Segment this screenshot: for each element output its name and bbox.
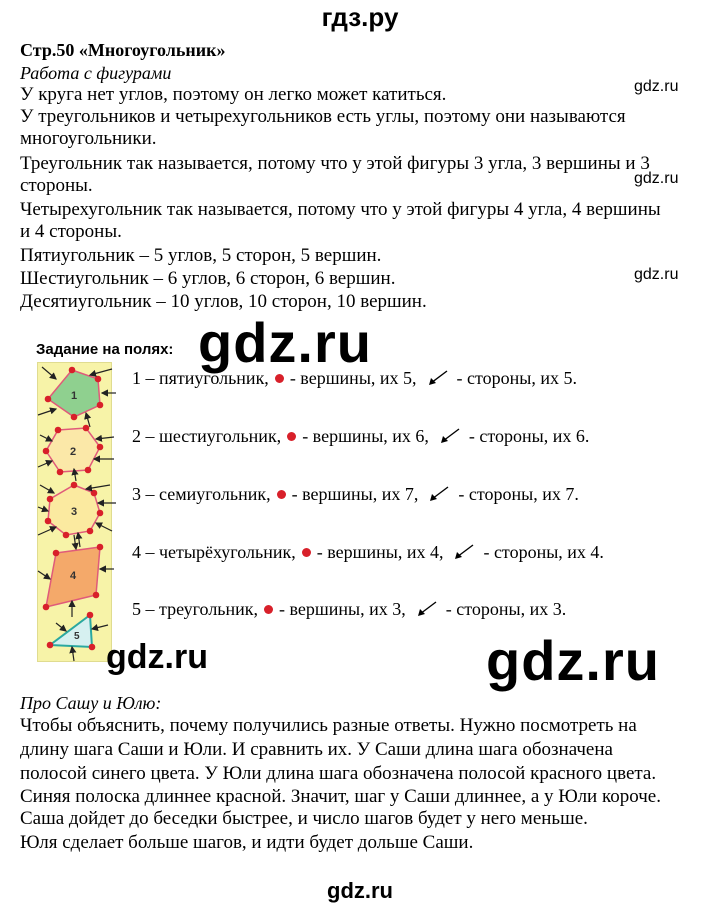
task-item-name: 4 – четырёхугольник, — [132, 541, 296, 562]
task-item-vertices: - вершины, их 7, — [291, 483, 419, 504]
text-line: У круга нет углов, поэтому он легко может катиться. — [20, 84, 447, 105]
vertex-dot-icon — [302, 548, 311, 557]
site-footer: gdz.ru — [327, 878, 393, 903]
figure-label-3: 3 — [71, 506, 78, 518]
watermark-large: gdz.ru — [486, 629, 660, 692]
text-line: Четырехугольник так называется, потому что у этой фигуры 4 угла, 4 вершины — [20, 199, 661, 220]
story-line: Саша дойдет до беседки быстрее, и число шагов будет у него меньше. — [20, 808, 588, 829]
story-line: Синяя полоска длиннее красной. Значит, шаг у Саши длиннее, а у Юли короче. — [20, 786, 661, 807]
task-item-sides: - стороны, их 7. — [458, 483, 579, 504]
text-line: У треугольников и четырехугольников есть углы, поэтому они называются — [20, 106, 626, 127]
section-subtitle: Работа с фигурами — [20, 63, 172, 83]
task-item-1 — [132, 366, 577, 390]
side-arrow-icon — [427, 370, 449, 386]
task-item-name: 3 – семиугольник, — [132, 483, 271, 504]
story-line: длину шага Саши и Юли. И сравнить их. У Саши длина шага обозначена — [20, 739, 613, 760]
text-line: многоугольники. — [20, 128, 157, 149]
figure-label-4: 4 — [70, 570, 77, 582]
text-line: стороны. — [20, 175, 93, 196]
task-item-vertices: - вершины, их 4, — [316, 541, 444, 562]
figure-label-1: 1 — [71, 390, 78, 402]
watermark-medium: gdz.ru — [106, 638, 208, 676]
story-title: Про Сашу и Юлю: — [20, 693, 162, 713]
task-item-5 — [132, 597, 566, 621]
side-arrow-icon — [416, 601, 438, 617]
text-line: и 4 стороны. — [20, 221, 122, 242]
task-item-4 — [132, 540, 604, 564]
story-line: Чтобы объяснить, почему получились разные ответы. Нужно посмотреть на — [20, 715, 637, 736]
task-item-2 — [132, 424, 589, 448]
story-line: Юля сделает больше шагов, и идти будет дольше Саши. — [20, 832, 474, 853]
side-arrow-icon — [439, 428, 461, 444]
text-line: Шестиугольник – 6 углов, 6 сторон, 6 вершин. — [20, 268, 396, 289]
vertex-dot-icon — [264, 605, 273, 614]
text-line: Треугольник так называется, потому что у этой фигуры 3 угла, 3 вершины и 3 — [20, 153, 650, 174]
task-item-3 — [132, 482, 579, 506]
vertex-dot-icon — [275, 374, 284, 383]
task-item-vertices: - вершины, их 5, — [289, 367, 417, 388]
side-arrow-icon — [428, 486, 450, 502]
watermark: gdz.ru — [634, 170, 679, 187]
watermark: gdz.ru — [634, 266, 679, 283]
task-item-sides: - стороны, их 3. — [445, 598, 567, 619]
task-item-sides: - стороны, их 6. — [468, 425, 590, 446]
text-line: Пятиугольник – 5 углов, 5 сторон, 5 вершин. — [20, 245, 382, 266]
task-item-name: 1 – пятиугольник, — [132, 367, 269, 388]
triangle-shape — [50, 615, 92, 647]
watermark: gdz.ru — [634, 78, 679, 95]
vertex-dot-icon — [287, 432, 296, 441]
task-item-vertices: - вершины, их 6, — [302, 425, 429, 446]
task-item-sides: - стороны, их 5. — [456, 367, 578, 388]
figure-label-2: 2 — [70, 446, 77, 458]
vertex-dot-icon — [277, 490, 286, 499]
task-title: Задание на полях: — [36, 341, 174, 358]
polygon-figures — [30, 355, 120, 665]
task-item-sides: - стороны, их 4. — [483, 541, 604, 562]
story-line: полосой синего цвета. У Юли длина шага обозначена полосой красного цвета. — [20, 763, 657, 784]
figure-label-5: 5 — [74, 631, 80, 642]
task-item-name: 2 – шестиугольник, — [132, 425, 282, 446]
watermark-large: gdz.ru — [198, 311, 372, 374]
site-title: гдз.ру — [321, 2, 399, 32]
side-arrow-icon — [453, 544, 475, 560]
page-title: Стр.50 «Многоугольник» — [20, 40, 226, 60]
text-line: Десятиугольник – 10 углов, 10 сторон, 10 вершин. — [20, 291, 427, 312]
task-item-name: 5 – треугольник, — [132, 598, 259, 619]
task-item-vertices: - вершины, их 3, — [279, 598, 406, 619]
